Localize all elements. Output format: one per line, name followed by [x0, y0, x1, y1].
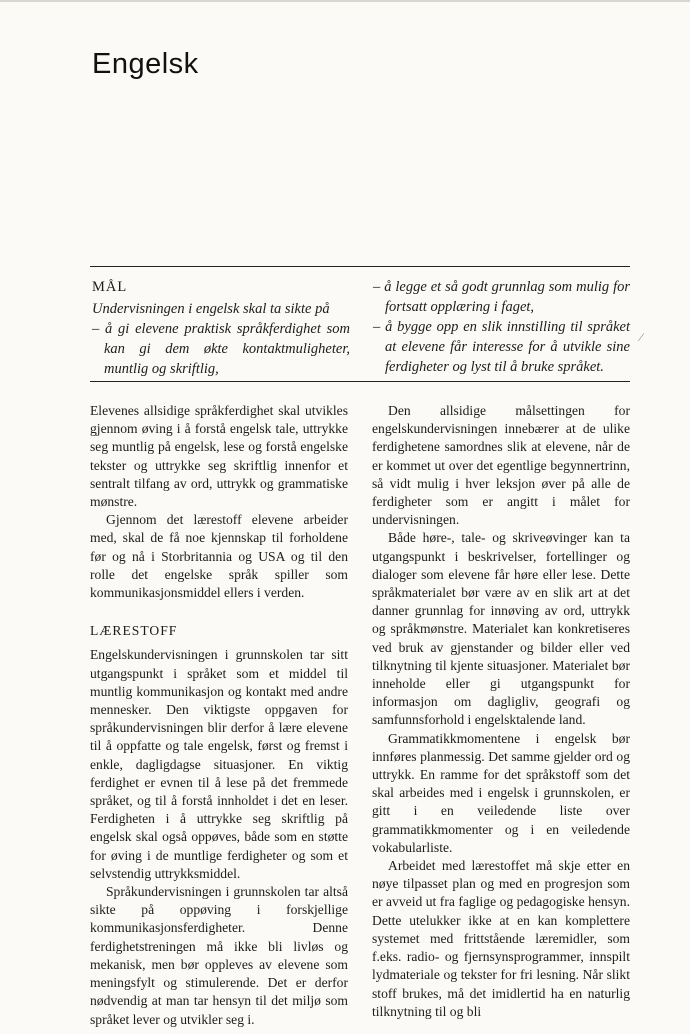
- body-paragraph: Både høre-, tale- og skriveøvinger kan ta utgangspunkt i beskrivelser, fortellinger og dialoger som elevene får høre eller lese. Dette språkmaterialet bør være av en slik art at det danner grunnlag for innøving av ord, uttrykk og språkmønstre. Materialet kan konkretiseres ved bruk av gjenstander og bilder eller ved tilknytning til kjente situasjoner. Materialet bør inneholde eller gi utgangspunkt for informasjon om dagligliv, geografi og samfunnsforhold i engelsktalende land.: [372, 530, 630, 728]
- goals-box: [90, 266, 630, 382]
- goals-heading: MÅL: [92, 279, 128, 295]
- body-paragraph: Språkundervisningen i grunnskolen tar altså sikte på oppøving i forskjellige kommunikasjonsferdigheter. Denne ferdighetstreningen må ikke bli livløs og mekanisk, men bør oppleves av elevene som meningsfylt og stimulerende. Det er derfor nødvendig at man tar hensyn til det miljø som språket lever og utvikler seg i.: [90, 884, 348, 1027]
- stray-mark: ⁄: [640, 330, 643, 344]
- body-paragraph: Grammatikkmomentene i engelsk bør innføres planmessig. Det samme gjelder ord og uttrykk. En ramme for det språkstoff som det skal arbeides med i engelsk i grunnskolen, er gitt i en veiledende liste over grammatikkmomenter og i en veiledende vokabularliste.: [372, 730, 630, 855]
- left-column: [90, 402, 348, 1029]
- top-edge-line: [0, 0, 690, 2]
- body-paragraph: Den allsidige målsettingen for engelskundervisningen innebærer at de ulike ferdighetene samordnes slik at elevene, når de er kommet ut over det egentlige begynnertrinn, så vidt mulig i hver leksjon øver på alle de ferdigheter som er angitt i målet for undervisningen.: [372, 403, 630, 528]
- goals-bullet: – å bygge opp en slik innstilling til språket at elevene får interesse for å utvikle sine ferdigheter og lyst til å bruke språket.: [373, 319, 630, 375]
- body-paragraph: Elevenes allsidige språkferdighet skal utvikles gjennom øving i å forstå engelsk tale, uttrykke seg muntlig på engelsk, lese og forstå engelske tekster og uttrykke seg skriftlig innenfor et sentralt tilfang av ord, uttrykk og grammatiske mønstre.: [90, 403, 348, 510]
- body-paragraph: Gjennom det lærestoff elevene arbeider med, skal de få noe kjennskap til forholdene før og nå i Storbritannia og USA og til den rolle det engelske språk spiller som kommunikasjonsmiddel ellers i verden.: [90, 512, 348, 601]
- goals-right-column: [373, 277, 630, 377]
- body-paragraph: Engelskundervisningen i grunnskolen tar sitt utgangspunkt i språket som et middel til muntlig kommunikasjon og kontakt med andre mennesker. Den viktigste oppgaven for språkundervisningen blir derfor å lære elevene til å oppfatte og tale engelsk, først og fremst i enkle, dagligdagse situasjoner. En viktig ferdighet er evnen til å lese på det fremmede språket, og til å forstå innholdet i det en leser. Ferdigheten i å uttrykke seg skriftlig på engelsk skal også oppøves, både som en støtte for øving i de muntlige ferdigheter og som et selvstendig uttrykksmiddel.: [90, 647, 348, 881]
- goals-left-column: [92, 277, 350, 379]
- body-paragraph: Arbeidet med lærestoffet må skje etter en nøye tilpasset plan og med en progresjon som er avveid ut fra faglige og pedagogiske hensyn. Dette utelukker ikke at en kan komplettere systemet med frittstående læremidler, som f.eks. radio- og fjernsynsprogrammer, innspilt lydmateriale og tekster for fri lesning. Når slikt stoff brukes, må det imidlertid ha en naturlig tilknytning til og bli: [372, 858, 630, 1019]
- goals-bullet: – å legge et så godt grunnlag som mulig for fortsatt opplæring i faget,: [373, 279, 630, 315]
- page-title: Engelsk: [92, 48, 199, 80]
- section-heading-larestoff: LÆRESTOFF: [90, 623, 178, 639]
- right-column: [372, 402, 630, 1021]
- goals-intro: Undervisningen i engelsk skal ta sikte på: [92, 301, 330, 317]
- goals-bullet: – å gi elevene praktisk språkferdighet som kan gi dem økte kontaktmuligheter, muntlig og skriftlig,: [92, 321, 350, 377]
